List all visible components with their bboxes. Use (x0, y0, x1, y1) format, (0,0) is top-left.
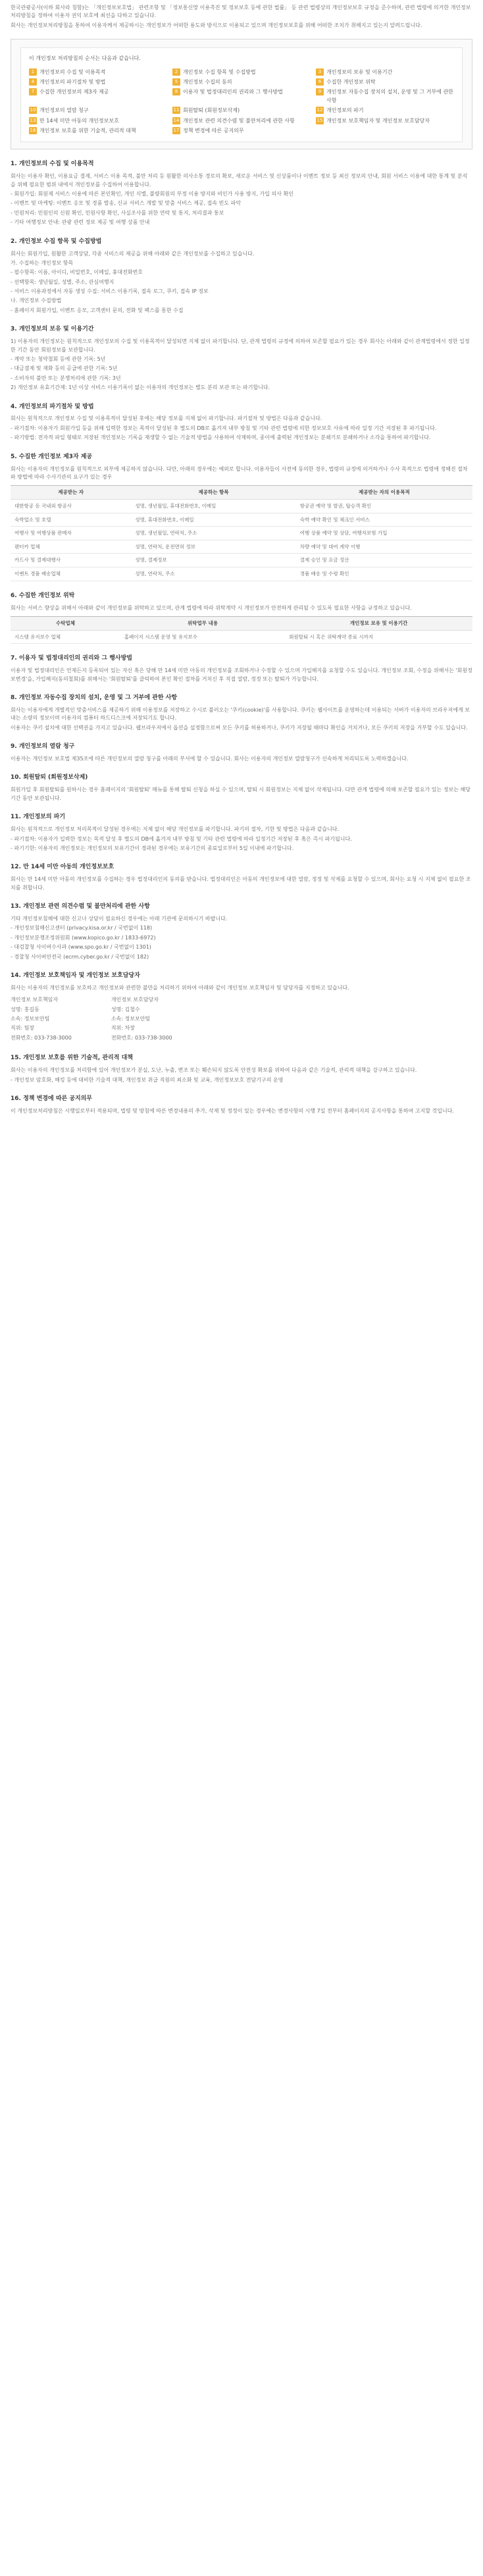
toc-number-badge: 17 (173, 127, 180, 133)
toc-link-label: 개인정보 보호를 위한 기술적, 관리적 대책 (39, 127, 136, 134)
section-paragraph: - 대검찰청 사이버수사과 (www.spo.go.kr / 국번없이 1301) (11, 944, 151, 951)
section-body (11, 338, 472, 392)
toc-link-label: 개인정보의 파기절차 및 방법 (39, 78, 106, 85)
table-cell: 성명, 생년월일, 연락처, 주소 (131, 527, 295, 540)
section-paragraph: - 기타 여행정보 안내: 관광 관련 정보 제공 및 여행 상품 안내 (11, 219, 150, 226)
contact-block (111, 996, 172, 1043)
section-paragraph: - 선택항목: 생년월일, 성별, 주소, 관심여행지 (11, 278, 114, 285)
toc-link[interactable] (316, 107, 454, 115)
table-row (11, 499, 472, 513)
section-paragraph: 회사는 이용자에게 개별적인 맞춤서비스를 제공하기 위해 이용정보를 저장하고 수시로 불러오는 '쿠키(cookie)'를 사용합니다. 쿠키는 웹사이트를 운영하는데 이용되는 서버가 이용자의 브라우저에게 보내는 소량의 정보이며 이용자의 컴퓨터 하드디스크에 저장되기도 합니다. (11, 706, 470, 722)
section-title: 13. 개인정보 관련 의견수렴 및 불만처리에 관한 사항 (11, 903, 150, 910)
policy-section (11, 743, 472, 763)
section-paragraph: 회사는 만 14세 미만 아동의 개인정보를 수집하는 경우 법정대리인의 동의를 받습니다. 법정대리인은 아동의 개인정보에 대한 열람, 정정 및 삭제를 요청할 수 있으며, 회사는 요청 시 지체 없이 필요한 조치를 취합니다. (11, 876, 471, 891)
policy-section (11, 403, 472, 442)
section-paragraph: 2) 개인정보 유효기간제: 1년 이상 서비스 이용기록이 없는 이용자의 개인정보는 별도 분리 보관 또는 파기합니다. (11, 384, 270, 391)
toc-link[interactable] (172, 107, 311, 115)
section-paragraph: - 소비자의 불만 또는 분쟁처리에 관한 기록: 3년 (11, 375, 121, 381)
section-6 (11, 592, 472, 612)
toc-link[interactable] (316, 68, 454, 76)
contact-line: 직위: 팀장 (11, 1025, 35, 1032)
toc-link-label: 개인정보 수집 항목 및 수집방법 (183, 68, 256, 75)
section-body (11, 604, 472, 612)
section-title: 15. 개인정보 보호를 위한 기술적, 관리적 대책 (11, 1055, 133, 1062)
section-paragraph: - 회원가입: 회원제 서비스 이용에 따른 본인확인, 개인 식별, 불량회원의 부정 이용 방지와 비인가 사용 방지, 가입 의사 확인 (11, 191, 293, 197)
table-header: 제공받는 자의 이용목적 (296, 486, 472, 500)
toc-link[interactable] (172, 88, 311, 105)
section-body (11, 172, 472, 226)
section-paragraph: 회사는 원칙적으로 개인정보 수집 및 이용목적이 달성된 후에는 해당 정보를 지체 없이 파기합니다. 파기절차 및 방법은 다음과 같습니다. (11, 415, 322, 422)
policy-section (11, 972, 472, 992)
toc-link-label: 회원탈퇴 (회원정보삭제) (183, 107, 240, 114)
table-cell: 카드사 및 결제대행사 (11, 554, 131, 567)
toc-number-badge: 6 (316, 78, 324, 86)
section-body (11, 250, 472, 315)
toc-number-badge: 2 (172, 68, 180, 76)
section-body (11, 876, 472, 892)
section-paragraph: 회원가입 후 회원탈퇴를 원하시는 경우 홈페이지의 '회원탈퇴' 메뉴를 통해 탈퇴 신청을 하실 수 있으며, 탈퇴 시 회원정보는 지체 없이 삭제됩니다. 다만 관계 법령에 의해 보존할 필요가 있는 정보는 해당 기간 동안 보관됩니다. (11, 787, 470, 801)
section-paragraph: 이용자는 개인정보 보호법 제35조에 따른 개인정보의 열람 청구를 아래의 부서에 할 수 있습니다. 회사는 이용자의 개인정보 열람청구가 신속하게 처리되도록 노력하겠습니다. (11, 756, 409, 762)
section-title: 5. 수집한 개인정보 제3자 제공 (11, 453, 93, 460)
intro-paragraph: 회사는 개인정보처리방침을 통하여 이용자께서 제공하시는 개인정보가 어떠한 용도와 방식으로 이용되고 있으며 개인정보보호를 위해 어떠한 조치가 취해지고 있는지 알려드립니다. (11, 22, 422, 28)
toc-number-badge: 14 (173, 117, 180, 123)
policy-section (11, 325, 472, 392)
section-title: 8. 개인정보 자동수집 장치의 설치, 운영 및 그 거부에 관한 사항 (11, 695, 178, 702)
toc-link-label: 개인정보의 보유 및 이용기간 (326, 68, 393, 75)
section-body (11, 415, 472, 442)
section-paragraph: - 파기절차: 이용자가 입력한 정보는 목적 달성 후 별도의 DB에 옮겨져 내부 방침 및 기타 관련 법령에 따라 일정기간 저장된 후 혹은 즉시 파기됩니다. (11, 835, 352, 842)
third-party-table-body (11, 499, 472, 581)
contact-line: 직위: 차장 (111, 1025, 135, 1032)
section-paragraph: - 개인정보침해신고센터 (privacy.kisa.or.kr / 국번없이 118) (11, 925, 153, 932)
toc-link-label: 만 14세 미만 아동의 개인정보보호 (39, 117, 119, 124)
policy-section (11, 238, 472, 315)
policy-section (11, 1095, 472, 1115)
contact-line: 소속: 정보보안팀 (111, 1016, 151, 1022)
section-title: 16. 정책 변경에 따른 공지의무 (11, 1095, 93, 1102)
section-title: 2. 개인정보 수집 항목 및 수집방법 (11, 238, 102, 245)
toc-number-badge: 7 (29, 88, 37, 95)
section-paragraph: - 대금결제 및 재화 등의 공급에 관한 기록: 5년 (11, 365, 118, 372)
section-paragraph: 회사는 서비스 향상을 위해서 아래와 같이 개인정보를 위탁하고 있으며, 관계 법령에 따라 위탁계약 시 개인정보가 안전하게 관리될 수 있도록 필요한 사항을 규정하고 있습니다. (11, 604, 412, 611)
policy-section (11, 903, 472, 961)
table-cell: 성명, 생년월일, 휴대전화번호, 이메일 (131, 499, 295, 513)
section-body (11, 1107, 472, 1115)
privacy-policy-page (0, 0, 483, 1130)
toc-number-badge: 15 (317, 117, 323, 123)
toc-inner (20, 47, 463, 142)
toc-link[interactable] (29, 127, 167, 135)
toc-link-label: 개인정보 자동수집 장치의 설치, 운영 및 그 거부에 관한 사항 (326, 89, 453, 103)
table-cell: 숙박업소 및 호텔 (11, 513, 131, 527)
section-body (11, 826, 472, 853)
table-header: 제공받는 자 (11, 486, 131, 500)
section-paragraph: - 민원처리: 민원인의 신원 확인, 민원사항 확인, 사실조사를 위한 연락 및 통지, 처리결과 통보 (11, 209, 224, 216)
toc-link-label: 이용자 및 법정대리인의 권리와 그 행사방법 (183, 89, 283, 95)
section-body (11, 706, 472, 732)
policy-section (11, 813, 472, 853)
toc-link[interactable] (172, 78, 311, 86)
section-body (11, 984, 472, 992)
table-cell: 숙박 예약 확인 및 체크인 서비스 (296, 513, 472, 527)
section-title: 14. 개인정보 보호책임자 및 개인정보 보호담당자 (11, 972, 140, 979)
section-paragraph: 회사는 이용자의 개인정보를 보호하고 개인정보와 관련한 불만을 처리하기 위하여 아래와 같이 개인정보 보호책임자 및 담당자를 지정하고 있습니다. (11, 984, 349, 991)
table-cell: 항공권 예약 및 발권, 탑승객 확인 (296, 499, 472, 513)
table-cell: 결제 승인 및 요금 정산 (296, 554, 472, 567)
section-paragraph: - 이벤트 및 마케팅: 이벤트 응모 및 경품 발송, 신규 서비스 개발 및 맞춤 서비스 제공, 접속 빈도 파악 (11, 200, 242, 207)
table-row (11, 513, 472, 527)
toc-link[interactable] (29, 117, 167, 125)
toc-link[interactable] (29, 107, 167, 115)
section-title: 12. 만 14세 미만 아동의 개인정보보호 (11, 864, 114, 871)
table-cell: 회원탈퇴 시 혹은 위탁계약 종료 시까지 (285, 630, 472, 644)
policy-section (11, 774, 472, 802)
table-header-row (11, 486, 472, 500)
toc-number-badge: 4 (29, 78, 37, 86)
policy-section (11, 160, 472, 226)
toc-link-label: 수집한 개인정보의 제3자 제공 (39, 89, 109, 95)
table-header: 수탁업체 (11, 617, 120, 631)
table-cell: 성명, 휴대전화번호, 이메일 (131, 513, 295, 527)
toc-number-badge: 8 (172, 88, 180, 95)
section-paragraph: 이 개인정보처리방침은 시행일로부터 적용되며, 법령 및 방침에 따른 변경내용의 추가, 삭제 및 정정이 있는 경우에는 변경사항의 시행 7일 전부터 홈페이지의 공지사항을 통하여 고지할 것입니다. (11, 1107, 454, 1114)
section-title: 1. 개인정보의 수집 및 이용목적 (11, 161, 94, 168)
table-cell: 이벤트 경품 배송업체 (11, 567, 131, 581)
section-title: 11. 개인정보의 파기 (11, 814, 66, 821)
section-title: 9. 개인정보의 열람 청구 (11, 743, 75, 750)
policy-section (11, 863, 472, 892)
contact-heading: 개인정보 보호담당자 (111, 997, 159, 1003)
table-cell: 홈페이지 시스템 운영 및 유지보수 (120, 630, 285, 644)
sections-part-1 (11, 160, 472, 481)
intro (11, 4, 472, 30)
section-paragraph: 회사는 회원가입, 원활한 고객상담, 각종 서비스의 제공을 위해 아래와 같은 개인정보를 수집하고 있습니다. (11, 250, 255, 257)
section-paragraph: 회사는 원칙적으로 개인정보 처리목적이 달성된 경우에는 지체 없이 해당 개인정보를 파기합니다. 파기의 절차, 기한 및 방법은 다음과 같습니다. (11, 826, 340, 833)
table-row (11, 554, 472, 567)
section-paragraph: - 서비스 이용과정에서 자동 생성 수집: 서비스 이용기록, 접속 로그, 쿠키, 접속 IP 정보 (11, 288, 209, 295)
contact-line: 전화번호: 033-738-3000 (111, 1034, 172, 1041)
table-row (11, 630, 472, 644)
toc-link[interactable] (316, 88, 454, 105)
section-paragraph: - 홈페이지 회원가입, 이벤트 응모, 고객센터 문의, 전화 및 팩스를 통한 수집 (11, 307, 184, 313)
section-paragraph: 회사는 이용자의 개인정보를 처리함에 있어 개인정보가 분실, 도난, 누출, 변조 또는 훼손되지 않도록 안전성 확보를 위하여 다음과 같은 기술적, 관리적 대책을 강구하고 있습니다. (11, 1067, 417, 1074)
toc-link-label: 개인정보 수집의 동의 (183, 78, 232, 85)
section-body (11, 1066, 472, 1084)
section-body (11, 786, 472, 802)
section-paragraph: 1) 이용자의 개인정보는 원칙적으로 개인정보의 수집 및 이용목적이 달성되면 지체 없이 파기합니다. 단, 관계 법령의 규정에 의하여 보존할 필요가 있는 경우 회사는 아래와 같이 관계법령에서 정한 일정한 기간 동안 회원정보를 보관합니다. (11, 338, 470, 353)
policy-section (11, 1054, 472, 1084)
table-header: 개인정보 보유 및 이용기간 (285, 617, 472, 631)
section-title: 7. 이용자 및 법정대리인의 권리와 그 행사방법 (11, 655, 132, 662)
table-cell: 차량 예약 및 대여 계약 이행 (296, 540, 472, 554)
toc-number-badge: 9 (316, 88, 324, 95)
section-paragraph: - 개인정보 암호화, 해킹 등에 대비한 기술적 대책, 개인정보 취급 직원의 최소화 및 교육, 개인정보보호 전담기구의 운영 (11, 1076, 284, 1083)
section-paragraph: - 필수항목: 이름, 아이디, 비밀번호, 이메일, 휴대전화번호 (11, 269, 143, 276)
table-cell: 경품 배송 및 수령 확인 (296, 567, 472, 581)
section-body (11, 465, 472, 482)
table-cell: 성명, 연락처, 운전면허 정보 (131, 540, 295, 554)
toc-link-label: 정책 변경에 따른 공지의무 (183, 127, 244, 134)
toc-grid (29, 68, 454, 136)
table-row (11, 527, 472, 540)
section-title: 3. 개인정보의 보유 및 이용기간 (11, 326, 94, 333)
table-header: 위탁업무 내용 (120, 617, 285, 631)
section-paragraph: 이용자는 쿠키 설치에 대한 선택권을 가지고 있습니다. 웹브라우저에서 옵션을 설정함으로써 모든 쿠키를 허용하거나, 쿠키가 저장될 때마다 확인을 거치거나, 모든 쿠키의 저장을 거부할 수도 있습니다. (11, 724, 468, 731)
section-paragraph: - 개인정보분쟁조정위원회 (www.kopico.go.kr / 1833-6972) (11, 934, 156, 941)
contact-heading: 개인정보 보호책임자 (11, 997, 59, 1003)
policy-section (11, 453, 472, 482)
section-body (11, 667, 472, 683)
section-body (11, 755, 472, 763)
toc-link[interactable] (29, 78, 167, 86)
contact-line: 전화번호: 033-738-3000 (11, 1034, 72, 1041)
intro-paragraph: 한국관광공사(이하 회사라 칭함)는 「개인정보보호법」 관련조항 및 「정보통신망 이용촉진 및 정보보호 등에 관한 법률」 등 관련 법령상의 개인정보보호 규정을 준수하며, 관련 법령에 의거한 개인정보처리방침을 정하여 이용자 권익 보호에 최선을 다하고 있습니다. (11, 5, 471, 19)
sections-part-3 (11, 1054, 472, 1115)
table-cell: 시스템 유지보수 업체 (11, 630, 120, 644)
toc-link-label: 개인정보의 열람 청구 (39, 107, 89, 114)
section-title: 4. 개인정보의 파기절차 및 방법 (11, 403, 94, 410)
contact-block (11, 996, 72, 1043)
toc-link-label: 개인정보 관련 의견수렴 및 불만처리에 관한 사항 (183, 117, 295, 124)
section-paragraph: 이용자 및 법정대리인은 언제든지 등록되어 있는 자신 혹은 당해 만 14세 미만 아동의 개인정보를 조회하거나 수정할 수 있으며 가입해지를 요청할 수도 있습니다. 개인정보 조회, 수정을 위해서는 '회원정보변경'을, 가입해지(동의철회)를 위해서는 '회원탈퇴'를 클릭하여 본인 확인 절차를 거치신 후 직접 열람, 정정 또는 탈퇴가 가능합니다. (11, 668, 472, 682)
toc-link-label: 개인정보 보호책임자 및 개인정보 보호담당자 (326, 117, 430, 124)
toc-number-badge: 1 (29, 68, 37, 76)
table-header: 제공하는 항목 (131, 486, 295, 500)
toc-number-badge: 3 (316, 68, 324, 76)
table-cell: 성명, 결제정보 (131, 554, 295, 567)
consignment-table (11, 616, 472, 644)
toc-number-badge: 5 (172, 78, 180, 86)
section-paragraph: - 경찰청 사이버안전국 (ecrm.cyber.go.kr / 국번없이 182) (11, 953, 149, 960)
toc-link-label: 개인정보의 파기 (326, 107, 364, 114)
table-cell: 대한항공 등 국내외 항공사 (11, 499, 131, 513)
toc-number-badge: 11 (173, 107, 180, 113)
table-row (11, 540, 472, 554)
table-cell: 여행사 및 여행상품 판매자 (11, 527, 131, 540)
section-paragraph: 나. 개인정보 수집방법 (11, 298, 62, 304)
section-paragraph: - 파기방법: 전자적 파일 형태로 저장된 개인정보는 기록을 재생할 수 없는 기술적 방법을 사용하여 삭제하며, 종이에 출력된 개인정보는 분쇄기로 분쇄하거나 소각을 통하여 파기합니다. (11, 434, 431, 441)
toc-number-badge: 12 (317, 107, 323, 113)
toc-link[interactable] (316, 78, 454, 86)
toc-number-badge: 13 (30, 117, 36, 123)
third-party-table (11, 485, 472, 581)
toc-link[interactable] (29, 88, 167, 105)
table-cell: 성명, 연락처, 주소 (131, 567, 295, 581)
toc-link-label: 수집한 개인정보 위탁 (326, 78, 376, 85)
policy-section (11, 654, 472, 683)
table-of-contents (11, 39, 472, 149)
sections-part-2 (11, 654, 472, 992)
toc-link[interactable] (172, 127, 311, 135)
toc-link[interactable] (29, 68, 167, 76)
section-paragraph: - 파기기한: 이용자의 개인정보는 개인정보의 보유기간이 경과된 경우에는 보유기간의 종료일로부터 5일 이내에 파기합니다. (11, 845, 294, 851)
table-header-row (11, 617, 472, 631)
toc-number-badge: 16 (30, 127, 36, 133)
section-paragraph: - 파기절차: 이용자가 회원가입 등을 위해 입력한 정보는 목적이 달성된 후 별도의 DB로 옮겨져 내부 방침 및 기타 관련 법령에 의한 정보보호 사유에 따라 일정 기간 저장된 후 파기됩니다. (11, 425, 437, 431)
toc-link[interactable] (316, 117, 454, 125)
contact-line: 성명: 김철수 (111, 1006, 140, 1012)
policy-section (11, 694, 472, 732)
contact-line: 성명: 홍길동 (11, 1006, 39, 1012)
toc-number-badge: 10 (30, 107, 36, 113)
toc-link[interactable] (172, 68, 311, 76)
table-row (11, 567, 472, 581)
toc-title: 이 개인정보 처리방침의 순서는 다음과 같습니다. (29, 55, 141, 62)
toc-link[interactable] (172, 117, 311, 125)
section-title: 6. 수집한 개인정보 위탁 (11, 592, 75, 599)
section-title: 10. 회원탈퇴 (회원정보삭제) (11, 774, 88, 781)
section-paragraph: 기타 개인정보침해에 대한 신고나 상담이 필요하신 경우에는 아래 기관에 문의하시기 바랍니다. (11, 915, 228, 922)
section-paragraph: - 계약 또는 청약철회 등에 관한 기록: 5년 (11, 355, 106, 362)
contact-line: 소속: 정보보안팀 (11, 1016, 50, 1022)
table-cell: 여행 상품 예약 및 상담, 여행자보험 가입 (296, 527, 472, 540)
section-paragraph: 가. 수집하는 개인정보 항목 (11, 259, 74, 266)
section-paragraph: 회사는 이용자 확인, 이용요금 결제, 서비스 이용 목적, 불만 처리 등 원활한 의사소통 경로의 확보, 새로운 서비스 및 신상품이나 이벤트 정보 등 최신 정보의 안내, 회원 서비스 이용에 대한 통계 및 분석을 위해 필요한 범위 내에서 개인정보를 수집하여 이용합니다. (11, 173, 468, 188)
consignment-table-body (11, 630, 472, 644)
section-paragraph: 회사는 이용자의 개인정보를 원칙적으로 외부에 제공하지 않습니다. 다만, 아래의 경우에는 예외로 합니다. 이용자들이 사전에 동의한 경우, 법령의 규정에 의거하거나 수사 목적으로 법령에 정해진 절차와 방법에 따라 수사기관의 요구가 있는 경우 (11, 465, 468, 480)
contact-columns (11, 996, 472, 1043)
section-body (11, 915, 472, 961)
toc-link-label: 개인정보의 수집 및 이용목적 (39, 68, 106, 75)
table-cell: 렌터카 업체 (11, 540, 131, 554)
